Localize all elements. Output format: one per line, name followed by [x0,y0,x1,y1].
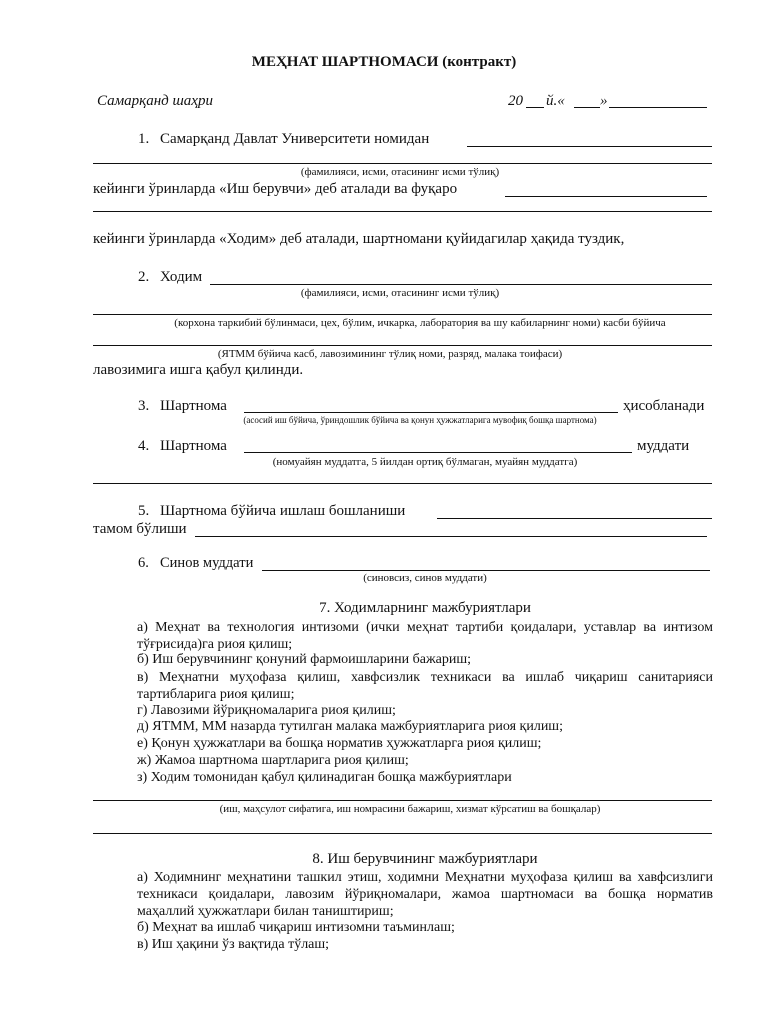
section-1-line-5: кейинги ўринларда «Ходим» деб аталади, шартномани қуйидагилар ҳақида туздик, [93,231,625,247]
section-4-number: 4. [138,438,150,454]
caption-fio-2: (фамилияси, исми, отасининг исми тўлиқ) [300,287,500,299]
section-3-end: ҳисобланади [623,398,705,414]
section-3-text: Шартнома [160,398,227,414]
contract-term-line [244,452,632,453]
section-5-number: 5. [138,503,150,519]
section-7-item-a: а) Меҳнат ва технология интизоми (ички меҳнат тартиби қоидалари, уставлар ва интизом тўғрисида)га риоя қилиш; [137,620,713,652]
end-date-line [195,536,707,537]
employer-representative-line [93,163,712,164]
section-8-item-c: в) Иш ҳақини ўз вақтида тўлаш; [137,937,330,952]
caption-work: (иш, маҳсулот сифатига, иш номрасини бажариш, хизмат кўрсатиш ва бошқалар) [219,803,601,815]
other-duties-line-2 [93,833,712,834]
citizen-name-line [505,196,707,197]
document-title: МЕҲНАТ ШАРТНОМАСИ (контракт) [251,54,517,70]
section-7-item-e: д) ЯТММ, ММ назарда тутилган малака мажбуриятларига риоя қилиш; [137,719,563,734]
section-7-item-g: ж) Жамоа шартнома шартларига риоя қилиш; [137,753,409,768]
other-duties-line [93,800,712,801]
caption-basis: (асосий иш бўйича, ўриндошлик бўйича ва қонун ҳужжатларига мувофиқ бошқа шартнома) [243,415,597,425]
employer-name-line [467,146,712,147]
caption-profession: (ЯТММ бўйича касб, лавозимининг тўлиқ номи, разряд, малака тоифаси) [217,348,563,360]
contract-basis-line [244,412,618,413]
caption-fio-1: (фамилияси, исми, отасининг исми тўлиқ) [300,166,500,178]
section-1-number: 1. [138,131,150,147]
date-year-line [526,107,544,108]
section-5-line-2: тамом бўлиши [93,521,187,537]
section-4-end: муддати [637,438,690,454]
section-1-line-3: кейинги ўринларда «Иш берувчи» деб аталади ва фуқаро [93,181,458,197]
term-line-2 [93,483,712,484]
date-year-prefix: 20 [508,93,523,109]
section-2-text: Ходим [160,269,203,285]
date-day-line [574,107,600,108]
section-8-heading: 8. Иш берувчининг мажбуриятлари [312,851,538,867]
section-7-heading: 7. Ходимларнинг мажбуриятлари [319,600,531,616]
profession-line [93,345,712,346]
section-7-item-d: г) Лавозими йўриқномаларига риоя қилиш; [137,703,396,718]
trial-period-line [262,570,710,571]
city-label: Самарқанд шаҳри [97,93,213,109]
date-end: » [600,93,608,109]
caption-term: (номуайян муддатга, 5 йилдан ортиқ бўлмаган, муайян муддатга) [272,456,578,468]
section-7-item-b: б) Иш берувчининг қонуний фармоишларини бажариш; [137,652,472,667]
caption-department: (корхона таркибий бўлинмаси, цех, бўлим, ичкарка, лаборатория ва шу кабиларнинг номи) касби бўйича [174,317,666,329]
section-7-item-c: в) Меҳнатни муҳофаза қилиш, хавфсизлик техникаси ва ишлаб чиқариш санитарияси тартибларига риоя қилиш; [137,670,713,702]
section-4-text: Шартнома [160,438,227,454]
section-8-item-a: а) Ходимнинг меҳнатини ташкил этиш, ходимни Меҳнатни муҳофаза қилиш ва хавфсизлиги техникаси қоидалари, лавозим йўриқномалари, жамоа шартномаси ва бошқа норматив маҳаллий ҳужжатлари билан таништириш; [137,870,713,919]
section-6-number: 6. [138,555,149,571]
date-mid: й.« [546,93,565,109]
section-7-item-h: з) Ходим томонидан қабул қилинадиган бошқа мажбуриятлари [137,770,512,785]
section-6-text: Синов муддати [160,555,254,571]
department-line [93,314,712,315]
employee-name-line [210,284,712,285]
date-month-line [609,107,707,108]
section-2-number: 2. [138,269,150,285]
caption-trial: (синовсиз, синов муддати) [363,572,487,584]
section-8-item-b: б) Меҳнат ва ишлаб чиқариш интизомни таъминлаш; [137,920,455,935]
section-3-number: 3. [138,398,150,414]
section-2-end: лавозимига ишга қабул қилинди. [93,362,304,378]
section-7-item-f: е) Қонун ҳужжатлари ва бошқа норматив ҳужжатларга риоя қилиш; [137,736,542,751]
start-date-line [437,518,712,519]
section-5-text: Шартнома бўйича ишлаш бошланиши [160,503,406,519]
citizen-name-line-2 [93,211,712,212]
section-1-text: Самарқанд Давлат Университети номидан [160,131,430,147]
